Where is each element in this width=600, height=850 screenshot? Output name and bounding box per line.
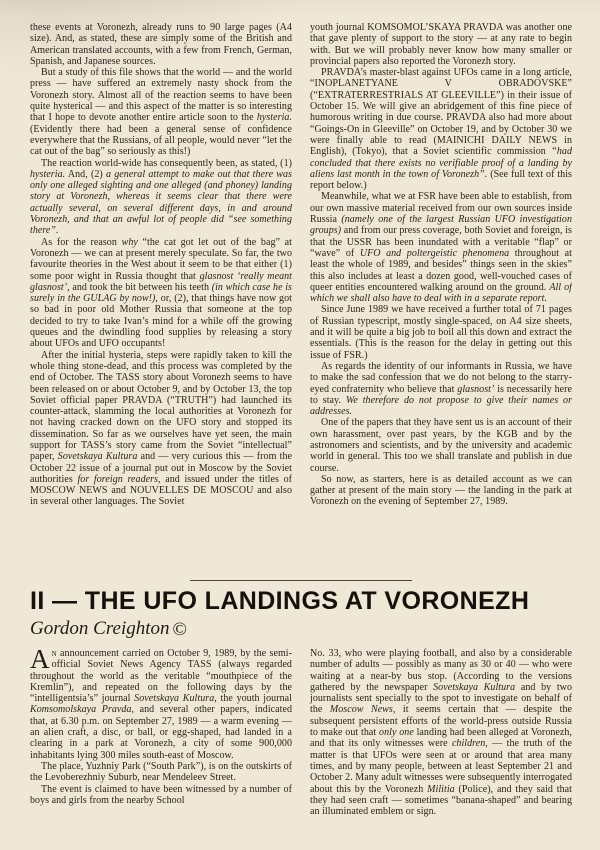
article-author: Gordon Creighton	[30, 618, 170, 639]
article-byline	[30, 618, 572, 641]
text-segment: children,	[451, 738, 488, 750]
paragraph	[30, 784, 292, 807]
text-segment: announcement carried on October 9, 1989, by the semi-official Soviet News Agency TASS (always regarded throughout the world as the veritable “mouthpiece of the Kremlin”), and repeated on the following days by the “intelligentsia’s” journal	[30, 648, 292, 705]
text-segment: the youth journal	[216, 693, 292, 705]
paragraph	[30, 648, 292, 761]
text-segment: and issued under the titles of MOSCOW NEWS and NOUVELLES DE MOSCOU and also in several other languages. The Soviet	[30, 473, 293, 508]
text-segment: Meanwhile, what we at FSR have been able to establish, from our own massive material received from our own sources inside Russia	[310, 191, 572, 226]
text-segment: — the truth of the matter is that UFOs were seen at or around that area many times, and by many people, between at least September 21 and October 2. Many adult witnesses were subsequently interrogated about this by the Voronezh	[310, 738, 572, 795]
text-segment: As regards the identity of our informants in Russia, we have to make the sad confession that we do not belong to the starry-eyed confraternity who believe that	[310, 360, 572, 395]
text-segment: Moscow News,	[329, 704, 396, 716]
text-segment: (See full text of this report below.)	[310, 168, 572, 192]
drop-cap: A	[30, 648, 50, 674]
text-segment: and by two journalists sent specially to the spot to investigate on behalf of the	[310, 681, 572, 716]
text-segment: or, (2), that things have now got so bad in poor old Mother Russia that someone at the top decided to try to take Ivan’s mind for a while off the growing queues and the dwindling food supplies by releasing a story about UFOs and UFO occupants!	[30, 293, 292, 350]
paragraph	[30, 237, 292, 350]
text-segment: One of the papers that they have sent us is an account of their own harassment, over past years, by the KGB and by the astronomers and scientists, and by the university and academic world in general. This too we shall translate and publish in due course.	[310, 417, 572, 474]
paragraph	[310, 361, 572, 417]
section-divider-rule	[190, 580, 412, 581]
text-segment: youth journal KOMSOMOL’SKAYA PRAVDA was another one that gave plenty of support to the story — at any rate to begin with. But we will probably never know how many smaller or provincial papers also reported the Voronezh story.	[310, 22, 572, 67]
paragraph	[30, 761, 292, 784]
text-segment: All of which we shall also have to deal with in a separate report.	[310, 281, 572, 305]
text-segment: So now, as starters, here is as detailed account as we can gather at present of the main story — the landing in the park at Voronezh on the evening of September 27, 1989.	[310, 473, 572, 508]
text-segment: We therefore do not propose to give their names or addresses.	[310, 394, 572, 418]
text-segment: No. 33, who were playing football, and also by a considerable number of adults — possibly as many as 30 or 40 — who were waiting at a near-by bus stop. (According to the versions gathered by the newspaper	[310, 648, 572, 693]
text-segment: only one	[379, 727, 414, 739]
text-segment: and took the bit between his teeth	[69, 281, 212, 293]
paragraph	[310, 474, 572, 508]
text-segment: and from our press coverage, both Soviet and foreign, is that the USSR has been inundated with a veritable “flap” or “wave” of	[310, 225, 572, 259]
text-segment: landing had been alleged at Voronezh, and that its only witnesses were	[310, 727, 572, 750]
text-segment: Sovetskaya Kultura,	[134, 693, 217, 705]
text-segment: a general attempt to make out that there was only one alleged sighting and one alleged (and phoney) landing story at Voronezh, whereas it seems clear that there were actually several, on several different days, in and around Voronezh, and that an awful lot of people did “see something there”.	[30, 168, 292, 237]
text-segment: hysteria.	[30, 168, 66, 180]
text-segment: these events at Voronezh, already runs to 90 large pages (A4 size). And, as stated, these are simply some of the British and American translated accounts, with a few from French, German, Spanish, and Japanese sources.	[30, 22, 292, 67]
paragraph	[30, 350, 292, 508]
text-segment: The event is claimed to have been witnessed by a number of boys and girls from the nearby School	[30, 783, 292, 806]
text-segment: Komsomolskaya Pravda,	[30, 704, 135, 716]
text-segment: glasnost’	[457, 383, 495, 395]
text-segment: The place, Yuzhniy Park (“South Park”), is on the outskirts of the Levoberezhniy Suburb, near Mendeleev Street.	[30, 760, 292, 784]
text-segment: is necessarily here to stay.	[310, 383, 572, 406]
text-segment: “the cat got let out of the bag” at Voronezh — we can at present merely speculate. So far, the two favourite theories in the West about it seem to be that either (1) some poor wight in Russia thought that	[30, 236, 292, 282]
text-segment: Sovetskaya Kultura	[57, 451, 138, 463]
copyright-icon: ©	[172, 619, 187, 640]
bottom-article	[30, 648, 572, 848]
text-segment: hysteria.	[256, 112, 292, 124]
text-segment: throughout at least the whole of 1989, and besides” things seen in the skies” this also includes at least a dozen good, well-vouched cases of queer entities encountered walking around on the ground.	[310, 247, 572, 293]
paragraph	[310, 191, 572, 304]
paragraph	[310, 648, 572, 817]
text-segment: and — very curious this — from the October 22 issue of a journal put out in Moscow by the Soviet authorities	[30, 451, 292, 485]
text-segment: PRAVDA’s master-blast against UFOs came in a long article, “INOPLANETYANE V OBRADOVSKE” (“EXTRATERRESTRIALS AT GLEEVILLE”) in their issue of October 15. We will give an abridgement of this fine piece of humorous writing in due course. PRAVDA also had more about “Goings-On in Gleeville” on October 19, and by October 30 we were finally able to read (MAINICHI DAILY NEWS in English), (Tokyo), that a Soviet scientific commission	[310, 67, 572, 158]
bottom-article-right-column	[310, 648, 572, 848]
top-article	[30, 22, 572, 574]
top-article-right-column	[310, 22, 572, 574]
paragraph	[30, 67, 292, 157]
top-article-left-column	[30, 22, 292, 574]
text-segment: As for the reason	[41, 236, 122, 248]
text-segment: UFO and poltergeistic phenomena	[359, 247, 510, 259]
text-segment: for foreign readers,	[77, 473, 161, 485]
text-segment: The reaction world-wide has consequently been, as stated, (1)	[41, 157, 292, 169]
text-segment: But a study of this file shows that the world — and the world press — have suffered an extremely nasty shock from the Voronezh story. Almost all of the reaction seems to have been quite hysterical — and this aspect of the matter is so interesting that I hope to devote another entire article soon to the	[30, 67, 292, 124]
text-segment: Sovetskaya Kultura	[433, 681, 516, 693]
text-segment: (in which case he is surely in the GULAG by now!),	[30, 281, 293, 305]
paragraph	[310, 22, 572, 67]
text-segment: it seems certain that — despite the subsequent persistent efforts of the world-press outside Russia to make out that	[310, 704, 572, 739]
text-segment: (namely one of the largest Russian UFO investigation groups)	[310, 214, 572, 237]
paragraph	[310, 304, 572, 360]
paragraph	[30, 22, 292, 67]
text-segment: (Police), and they said that they had seen craft — sometimes “banana-shaped” and bearing an illuminated emblem or sign.	[310, 783, 572, 818]
bottom-article-left-column	[30, 648, 292, 848]
text-segment: why	[121, 236, 138, 248]
text-segment: Militia	[427, 783, 455, 795]
text-segment: (Evidently there had been a general sense of confidence everywhere that the Russians, of all people, would never “let the cat out of the bag” so seriously as this!)	[30, 123, 292, 158]
text-segment: “had concluded that there exists no verifiable proof of a landing by aliens last month in the town of Voronezh”.	[310, 146, 572, 180]
text-segment: After the initial hysteria, steps were rapidly taken to kill the whole thing stone-dead, and this process was completed by the end of October. The TASS story about Voronezh seems to have been released on or about October 9, and by October 13, the top Soviet official paper PRAVDA (“TRUTH”) had launched its counter-attack, slamming the local authorities at Voronezh for not having cracked down on the UFO story and stopped its dissemination. So far as we ourselves have yet seen, the main support for TASS’s story came from the Soviet “intellectual” paper,	[30, 349, 292, 463]
paragraph	[30, 158, 292, 237]
article-title: II — THE UFO LANDINGS AT VORONEZH	[30, 587, 530, 615]
text-segment: n	[51, 648, 57, 659]
paragraph	[310, 417, 572, 473]
text-segment: and several other papers, indicated that, at 6.30 p.m. on September 27, 1989 — a warm evening — an alien craft, a disc, or ball, or egg-shaped, had landed in a clearing in a park at Voronezh, a city of some 900,000 inhabitants lying 300 miles south-east of Moscow.	[30, 704, 292, 761]
text-segment: Since June 1989 we have received a further total of 71 pages of Russian typescript, mostly single-spaced, on A4 size sheets, and it will be quite a big job to boil all this down and extract the essentials. (This is the reason for the delay in getting out this issue of FSR.)	[310, 304, 572, 361]
text-segment: And, (2)	[65, 168, 106, 180]
paragraph	[310, 67, 572, 191]
text-segment: glasnost ‘really meant glasnost’,	[30, 270, 292, 293]
